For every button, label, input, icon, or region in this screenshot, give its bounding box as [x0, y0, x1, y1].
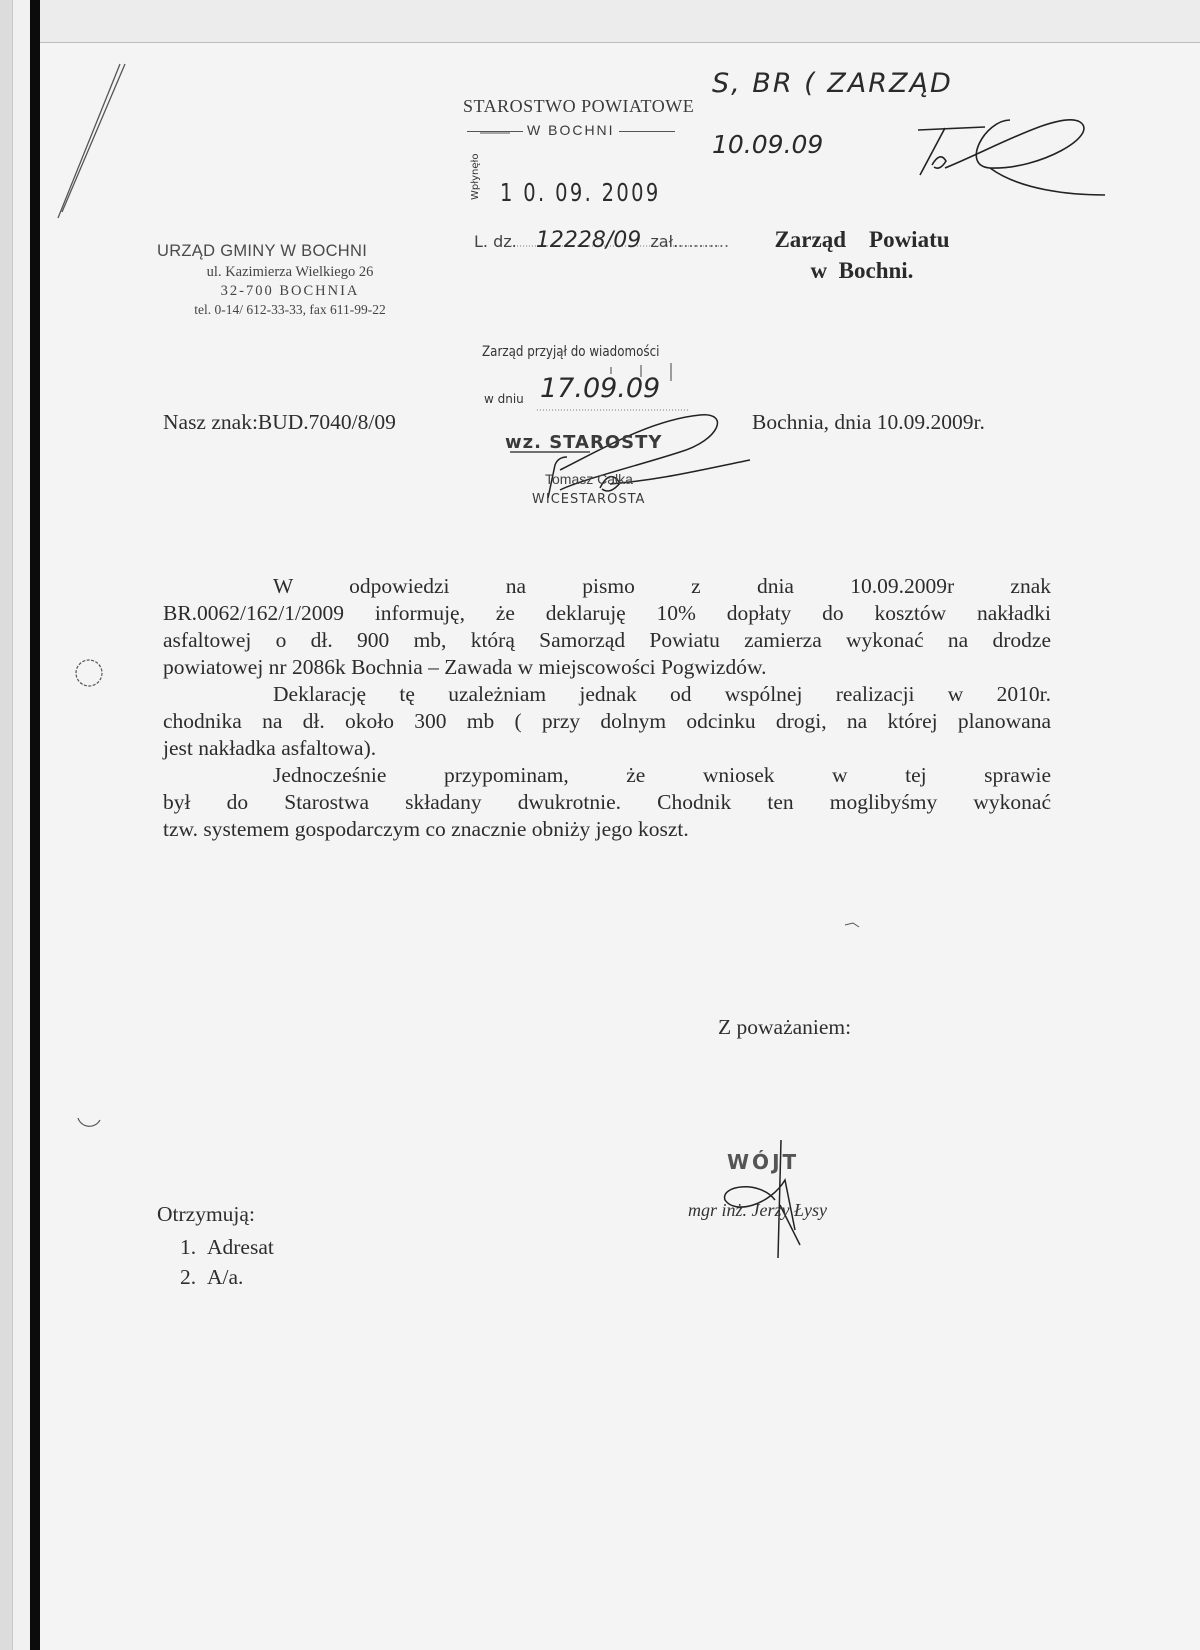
ldz-value: 12228/09	[535, 228, 642, 253]
addressee-line2: w Bochni.	[810, 258, 914, 283]
intake-stamp-date: 1 0. 09. 2009	[500, 178, 661, 207]
ack-stamp-date: 17.09.09	[540, 373, 661, 404]
body-line: był do Starostwa składany dwukrotnie. Chodnik ten moglibyśmy wykonać	[163, 790, 1051, 814]
sender-phone: tel. 0-14/ 612-33-33, fax 611-99-22	[194, 302, 386, 317]
letter-date: Bochnia, dnia 10.09.2009r.	[752, 410, 985, 434]
body-line: Jednocześnie przypominam, że wniosek w tej sprawie	[273, 763, 1051, 787]
signature-name: mgr inż. Jerzy Łysy	[688, 1200, 827, 1220]
intake-stamp-sub-text: W BOCHNI	[527, 122, 615, 138]
handwritten-routing-note: S, BR ( ZARZĄD	[712, 68, 953, 99]
body-line: Deklarację tę uzależniam jednak od wspólnej realizacji w 2010r.	[273, 682, 1051, 706]
attachments-label: zał.	[650, 232, 679, 251]
ldz-label: L. dz.	[474, 232, 517, 251]
intake-stamp-office: STAROSTWO POWIATOWE	[463, 96, 695, 116]
signature-title: WÓJT	[727, 1150, 800, 1174]
closing-salutation: Z poważaniem:	[718, 1015, 852, 1039]
attachments-dots: ..........	[678, 232, 730, 251]
ack-stamp-title: Zarząd przyjął do wiadomości	[482, 344, 660, 360]
scan-border	[30, 0, 40, 1650]
addressee-line1: Zarząd Powiatu	[774, 227, 950, 252]
sender-city: 32-700 BOCHNIA	[220, 283, 360, 299]
handwritten-routing-date: 10.09.09	[712, 130, 824, 159]
reference-number: Nasz znak:BUD.7040/8/09	[163, 410, 396, 434]
recipient-text: Adresat	[207, 1235, 274, 1259]
intake-stamp-sub	[463, 122, 679, 138]
ack-stamp-signer-name: Tomasz Całka	[545, 471, 633, 487]
sender-name: URZĄD GMINY W BOCHNI	[157, 242, 368, 260]
recipient-item	[180, 1262, 274, 1292]
ack-stamp-on-behalf: wz. STAROSTY	[505, 432, 663, 453]
recipient-number: 2.	[180, 1265, 197, 1289]
recipients-list	[180, 1232, 274, 1292]
paragraph-3	[163, 762, 1051, 843]
recipient-text: A/a.	[207, 1265, 244, 1289]
ack-stamp-date-label: w dniu	[484, 392, 524, 406]
scan-top-strip	[40, 0, 1200, 43]
body-line: BR.0062/162/1/2009 informuję, że deklaruję 10% dopłaty do kosztów nakładki	[163, 601, 1051, 625]
body-line: W odpowiedzi na pismo z dnia 10.09.2009r znak	[273, 574, 1051, 598]
body-line: chodnika na dł. około 300 mb ( przy dolnym odcinku drogi, na której planowana	[163, 709, 1051, 733]
recipient-number: 1.	[180, 1235, 197, 1259]
addressee	[752, 224, 972, 286]
body-line: jest nakładka asfaltowa).	[163, 736, 377, 760]
paragraph-1	[163, 573, 1051, 681]
ack-stamp-signer-title: WICESTAROSTA	[532, 492, 646, 507]
sender-street: ul. Kazimierza Wielkiego 26	[206, 264, 374, 280]
recipient-item	[180, 1232, 274, 1262]
body-line: tzw. systemem gospodarczym co znacznie obniży jego koszt.	[163, 817, 689, 841]
paragraph-2	[163, 681, 1051, 762]
scan-edge	[0, 0, 13, 1650]
letter-body	[163, 573, 1051, 843]
body-line: powiatowej nr 2086k Bochnia – Zawada w miejscowości Pogwizdów.	[163, 655, 767, 679]
intake-stamp-received-label: Wpłynęło	[470, 153, 481, 200]
intake-stamp-ldz	[474, 228, 729, 253]
recipients-label: Otrzymują:	[157, 1202, 255, 1226]
body-line: asfaltowej o dł. 900 mb, którą Samorząd Powiatu zamierza wykonać na drodze	[163, 628, 1051, 652]
